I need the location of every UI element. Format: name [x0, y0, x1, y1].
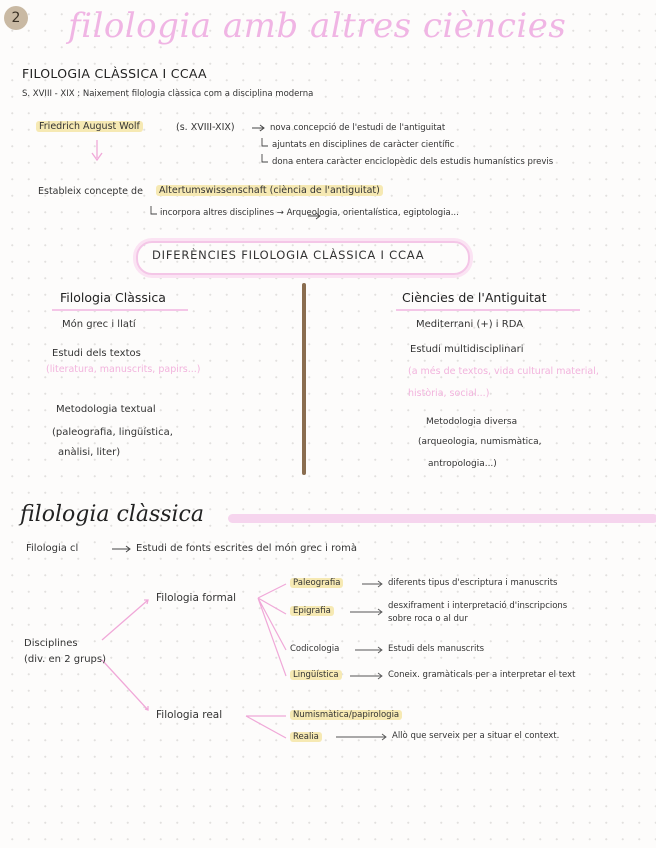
formal-item-paleografia: Paleografia — [290, 578, 343, 588]
note-3: dona entera caràcter enciclopèdic dels estudis humanístics previs — [272, 157, 554, 167]
formal-item-epigrafia: Epigrafia — [290, 606, 334, 616]
definition-text: Estudi de fonts escrites del món grec i romà — [136, 543, 358, 554]
right-pink-note-2: història, social...) — [408, 388, 490, 399]
disciplines-label: Disciplines — [24, 638, 78, 649]
left-item-2: Estudi dels textos — [52, 348, 141, 359]
formal-desc-codicologia: Estudi dels manuscrits — [388, 644, 485, 654]
definition-label: Filologia cl — [26, 543, 79, 554]
column-divider — [302, 283, 306, 475]
real-item-realia: Realia — [290, 732, 322, 742]
section-heading-filologia: filologia clàssica — [20, 502, 204, 527]
real-desc-realia: Allò que serveix per a situar el context. — [392, 731, 560, 741]
real-branch: Filologia real — [156, 709, 223, 721]
formal-desc-paleografia: diferents tipus d'escriptura i manuscrits — [388, 578, 558, 588]
person-name: Friedrich August Wolf — [36, 121, 143, 132]
section-heading-bar — [228, 514, 656, 523]
intro-text: S. XVIII - XIX : Naixement filologia clàssica com a disciplina moderna — [22, 89, 314, 99]
incorporates-text: incorpora altres disciplines → Arqueologia, orientalística, egiptologia... — [160, 208, 459, 218]
right-title-underline — [396, 309, 580, 311]
concept-prefix: Estableix concepte de — [38, 186, 143, 197]
concept-term: Altertumswissenschaft (ciència de l'antiguitat) — [156, 185, 383, 196]
left-title-underline — [52, 309, 188, 311]
page-number-badge: 2 — [4, 6, 28, 30]
left-item-5: anàlisi, liter) — [58, 447, 121, 458]
right-item-5: antropologia...) — [428, 459, 497, 469]
disciplines-sub: (div. en 2 grups) — [24, 654, 106, 665]
note-2: ajuntats en disciplines de caràcter científic — [272, 140, 455, 150]
formal-desc-epigrafia: desxiframent i interpretació d'inscripcions — [388, 601, 568, 611]
formal-desc-linguistica: Coneix. gramàticals per a interpretar el text — [388, 670, 576, 680]
page-title: filologia amb altres ciències — [68, 6, 567, 46]
left-pink-note: (literatura, manuscrits, papirs...) — [46, 364, 201, 375]
right-pink-note-1: (a més de textos, vida cultural material, — [408, 366, 599, 377]
differences-label: DIFERÈNCIES FILOLOGIA CLÀSSICA I CCAA — [152, 248, 425, 262]
formal-item-codicologia: Codicologia — [290, 644, 340, 654]
right-item-3: Metodologia diversa — [426, 417, 518, 427]
left-item-4: (paleografia, lingüística, — [52, 427, 173, 438]
person-period: (s. XVIII-XIX) — [176, 122, 235, 133]
left-column-title: Filologia Clàssica — [60, 290, 166, 305]
section-heading-ccaa: FILOLOGIA CLÀSSICA I CCAA — [22, 66, 207, 81]
formal-item-linguistica: Lingüística — [290, 670, 342, 680]
real-item-numismatica: Numismàtica/papirologia — [290, 710, 402, 720]
right-item-1: Mediterrani (+) i RDA — [416, 319, 524, 330]
note-1: nova concepció de l'estudi de l'antiguitat — [270, 123, 446, 133]
formal-desc-epigrafia-2: sobre roca o al dur — [388, 614, 468, 624]
left-item-3: Metodologia textual — [56, 404, 156, 415]
right-item-2: Estudi multidisciplinari — [410, 344, 524, 355]
right-column-title: Ciències de l'Antiguitat — [402, 290, 547, 305]
left-item-1: Món grec i llatí — [62, 319, 136, 330]
formal-branch: Filologia formal — [156, 592, 237, 604]
right-item-4: (arqueologia, numismàtica, — [418, 437, 542, 447]
